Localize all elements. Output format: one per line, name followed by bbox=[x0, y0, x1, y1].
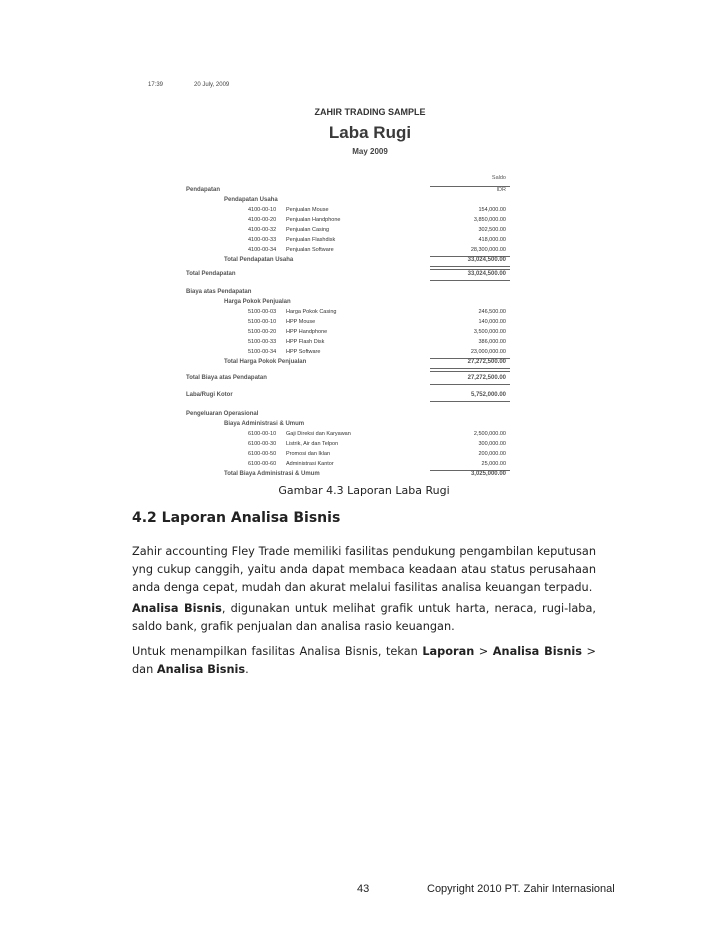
account-code: 5100-00-03 bbox=[248, 309, 277, 315]
section-pendapatan: Pendapatan bbox=[186, 187, 221, 193]
account-row bbox=[140, 318, 600, 327]
account-name: Penjualan Handphone bbox=[286, 217, 341, 223]
account-row bbox=[140, 226, 600, 235]
account-row bbox=[140, 348, 600, 357]
account-code: 5100-00-10 bbox=[248, 319, 277, 325]
account-row bbox=[140, 308, 600, 317]
paragraph-analisa-text: , digunakan untuk melihat grafik untuk harta, neraca, rugi-laba, saldo bank, grafik penjualan dan analisa rasio keuangan. bbox=[132, 602, 596, 633]
account-code: 6100-00-50 bbox=[248, 451, 277, 457]
account-code: 4100-00-20 bbox=[248, 217, 277, 223]
account-name: HPP Software bbox=[286, 349, 321, 355]
account-name: Penjualan Flashdisk bbox=[286, 237, 336, 243]
account-row bbox=[140, 440, 600, 449]
section-heading: 4.2 Laporan Analisa Bisnis bbox=[132, 510, 341, 526]
account-name: Penjualan Software bbox=[286, 247, 334, 253]
paragraph-analisa-bisnis bbox=[132, 600, 596, 636]
account-amount: 3,850,000.00 bbox=[473, 217, 506, 223]
account-row bbox=[140, 206, 600, 215]
account-name: Penjualan Casing bbox=[286, 227, 330, 233]
account-code: 6100-00-60 bbox=[248, 461, 277, 467]
account-name: Listrik, Air dan Telpon bbox=[286, 441, 339, 447]
col-header-currency: IDR bbox=[496, 187, 506, 193]
section-operasional: Pengeluaran Operasional bbox=[186, 411, 259, 417]
report-period: May 2009 bbox=[352, 147, 388, 156]
laba-rugi-report-figure bbox=[140, 72, 600, 482]
report-title: Laba Rugi bbox=[328, 123, 412, 142]
account-amount: 3,500,000.00 bbox=[473, 329, 506, 335]
separator: > bbox=[474, 645, 493, 658]
group-administrasi: Biaya Administrasi & Umum bbox=[224, 421, 305, 427]
account-amount: 154,000.00 bbox=[478, 207, 506, 213]
account-amount: 23,000,000.00 bbox=[470, 349, 506, 355]
subtotal-hpp: Total Harga Pokok Penjualan 27,272,500.00 bbox=[224, 359, 506, 365]
account-row bbox=[140, 430, 600, 439]
subtotal-pendapatan-usaha: Total Pendapatan Usaha 33,024,500.00 bbox=[224, 257, 506, 263]
account-code: 5100-00-20 bbox=[248, 329, 277, 335]
group-pendapatan-usaha: Pendapatan Usaha bbox=[224, 197, 278, 203]
report-company: ZAHIR TRADING SAMPLE bbox=[314, 107, 426, 117]
subtotal-administrasi: Total Biaya Administrasi & Umum 3,025,000.00 bbox=[224, 471, 506, 477]
paragraph-instructions bbox=[132, 643, 596, 679]
separator: > dan bbox=[132, 645, 596, 676]
total-line bbox=[430, 384, 510, 385]
account-name: Promosi dan Iklan bbox=[286, 451, 331, 457]
account-amount: 2,500,000.00 bbox=[473, 431, 506, 437]
total-biaya: Total Biaya atas Pendapatan 27,272,500.00 bbox=[186, 375, 506, 381]
account-row bbox=[140, 450, 600, 459]
account-name: HPP Mouse bbox=[286, 319, 316, 325]
account-amount: 302,500.00 bbox=[478, 227, 506, 233]
double-line bbox=[430, 368, 510, 372]
account-code: 5100-00-34 bbox=[248, 349, 277, 355]
instruction-prefix: Untuk menampilkan fasilitas Analisa Bisnis, tekan bbox=[132, 645, 423, 658]
account-code: 4100-00-34 bbox=[248, 247, 277, 253]
account-code: 4100-00-32 bbox=[248, 227, 277, 233]
page-number: 43 bbox=[357, 883, 370, 895]
menu-laporan: Laporan bbox=[422, 645, 475, 658]
figure-caption: Gambar 4.3 Laporan Laba Rugi bbox=[278, 484, 450, 497]
account-amount: 140,000.00 bbox=[478, 319, 506, 325]
account-code: 6100-00-30 bbox=[248, 441, 277, 447]
account-amount: 418,000.00 bbox=[478, 237, 506, 243]
report-date: 20 July, 2009 bbox=[194, 82, 230, 88]
laba-rugi-kotor: Laba/Rugi Kotor 5,752,000.00 bbox=[186, 392, 506, 398]
account-row bbox=[140, 246, 600, 255]
account-row bbox=[140, 460, 600, 469]
account-name: HPP Flash Disk bbox=[286, 339, 325, 345]
account-name: HPP Handphone bbox=[286, 329, 328, 335]
total-line bbox=[430, 401, 510, 402]
account-amount: 28,300,000.00 bbox=[470, 247, 506, 253]
menu-analisa-bisnis-sub: Analisa Bisnis bbox=[156, 663, 246, 676]
account-amount: 386,000.00 bbox=[478, 339, 506, 345]
account-row bbox=[140, 338, 600, 347]
account-name: Gaji Direksi dan Karyawan bbox=[286, 431, 351, 437]
copyright: Copyright 2010 PT. Zahir Internasional bbox=[427, 883, 615, 895]
account-row bbox=[140, 236, 600, 245]
section-biaya: Biaya atas Pendapatan bbox=[186, 289, 252, 295]
total-line bbox=[430, 280, 510, 281]
account-amount: 25,000.00 bbox=[481, 461, 506, 467]
account-code: 6100-00-10 bbox=[248, 431, 277, 437]
account-amount: 246,500.00 bbox=[478, 309, 506, 315]
account-code: 5100-00-33 bbox=[248, 339, 277, 345]
account-name: Harga Pokok Casing bbox=[286, 309, 337, 315]
account-amount: 300,000.00 bbox=[478, 441, 506, 447]
col-header-saldo: Saldo bbox=[491, 175, 506, 181]
paragraph-intro: Zahir accounting Fley Trade memiliki fasilitas pendukung pengambilan keputusan yng cukup canggih, yaitu anda dapat membaca keadaan atau status perusahaan anda denga cepat, mudah dan akurat melalui fasilitas analisa keuangan terpadu. bbox=[132, 545, 596, 594]
account-code: 4100-00-10 bbox=[248, 207, 277, 213]
account-code: 4100-00-33 bbox=[248, 237, 277, 243]
account-row bbox=[140, 216, 600, 225]
account-row bbox=[140, 328, 600, 337]
account-amount: 200,000.00 bbox=[478, 451, 506, 457]
instruction-suffix: . bbox=[245, 663, 249, 676]
term-analisa-bisnis: Analisa Bisnis bbox=[132, 602, 222, 615]
report-time: 17:39 bbox=[148, 82, 164, 88]
total-pendapatan: Total Pendapatan 33,024,500.00 bbox=[186, 271, 506, 277]
account-name: Penjualan Mouse bbox=[286, 207, 329, 213]
group-hpp: Harga Pokok Penjualan bbox=[224, 299, 291, 305]
account-name: Administrasi Kantor bbox=[286, 461, 334, 467]
menu-analisa-bisnis: Analisa Bisnis bbox=[492, 645, 582, 658]
